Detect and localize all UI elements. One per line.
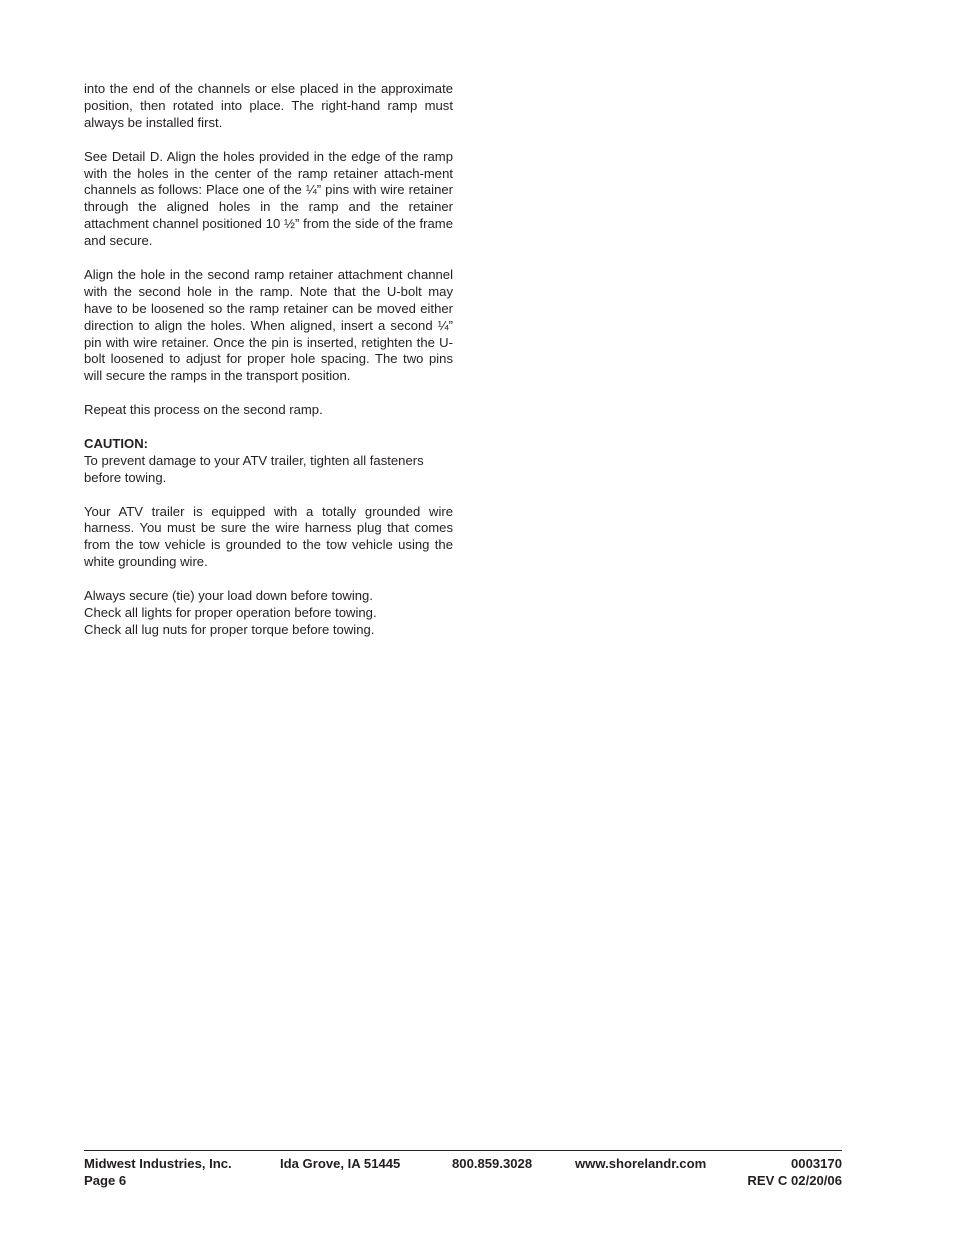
footer-company: Midwest Industries, Inc. xyxy=(84,1156,232,1171)
checklist-item: Check all lights for proper operation before towing. xyxy=(84,605,377,620)
paragraph-repeat: Repeat this process on the second ramp. xyxy=(84,402,323,418)
footer-page-number: Page 6 xyxy=(84,1173,127,1188)
caution-text: To prevent damage to your ATV trailer, tighten all fasteners before towing. xyxy=(84,452,424,485)
footer-divider xyxy=(84,1150,842,1151)
paragraph-ramp-install: into the end of the channels or else placed in the approximate position, then rotated into place. The right-hand ramp must always be installed first. xyxy=(84,81,453,130)
footer-phone: 800.859.3028 xyxy=(452,1156,533,1171)
footer-revision: REV C 02/20/06 xyxy=(747,1173,842,1188)
paragraph-detail-d: See Detail D. Align the holes provided in the edge of the ramp with the holes in the center of the ramp retainer attach-ment channels as follows: Place one of the ¼” pins with wire retainer through the aligned holes in the ramp and the retainer attachment channel positioned 10 ½” from the side of the frame and secure. xyxy=(84,148,453,249)
footer-doc-number: 0003170 xyxy=(791,1156,842,1171)
footer-website: www.shorelandr.com xyxy=(575,1156,707,1171)
paragraph-wire-harness: Your ATV trailer is equipped with a totally grounded wire harness. You must be sure the wire harness plug that comes from the tow vehicle is grounded to the tow vehicle using the white grounding wire. xyxy=(84,503,453,570)
paragraph-second-hole: Align the hole in the second ramp retainer attachment channel with the second hole in the ramp. Note that the U-bolt may have to be loosened so the ramp retainer can be moved either direction to align the holes. When aligned, insert a second ¼” pin with wire retainer. Once the pin is inserted, retighten the U-bolt loosened to adjust for proper hole spacing. The two pins will secure the ramps in the transport position. xyxy=(84,266,453,384)
footer-city: Ida Grove, IA 51445 xyxy=(280,1156,401,1171)
towing-checklist xyxy=(84,588,453,639)
body-column xyxy=(84,81,453,656)
caution-heading: CAUTION: xyxy=(84,435,149,451)
checklist-item: Check all lug nuts for proper torque before towing. xyxy=(84,621,375,637)
caution-block xyxy=(84,436,453,487)
checklist-item: Always secure (tie) your load down before towing. xyxy=(84,588,373,604)
